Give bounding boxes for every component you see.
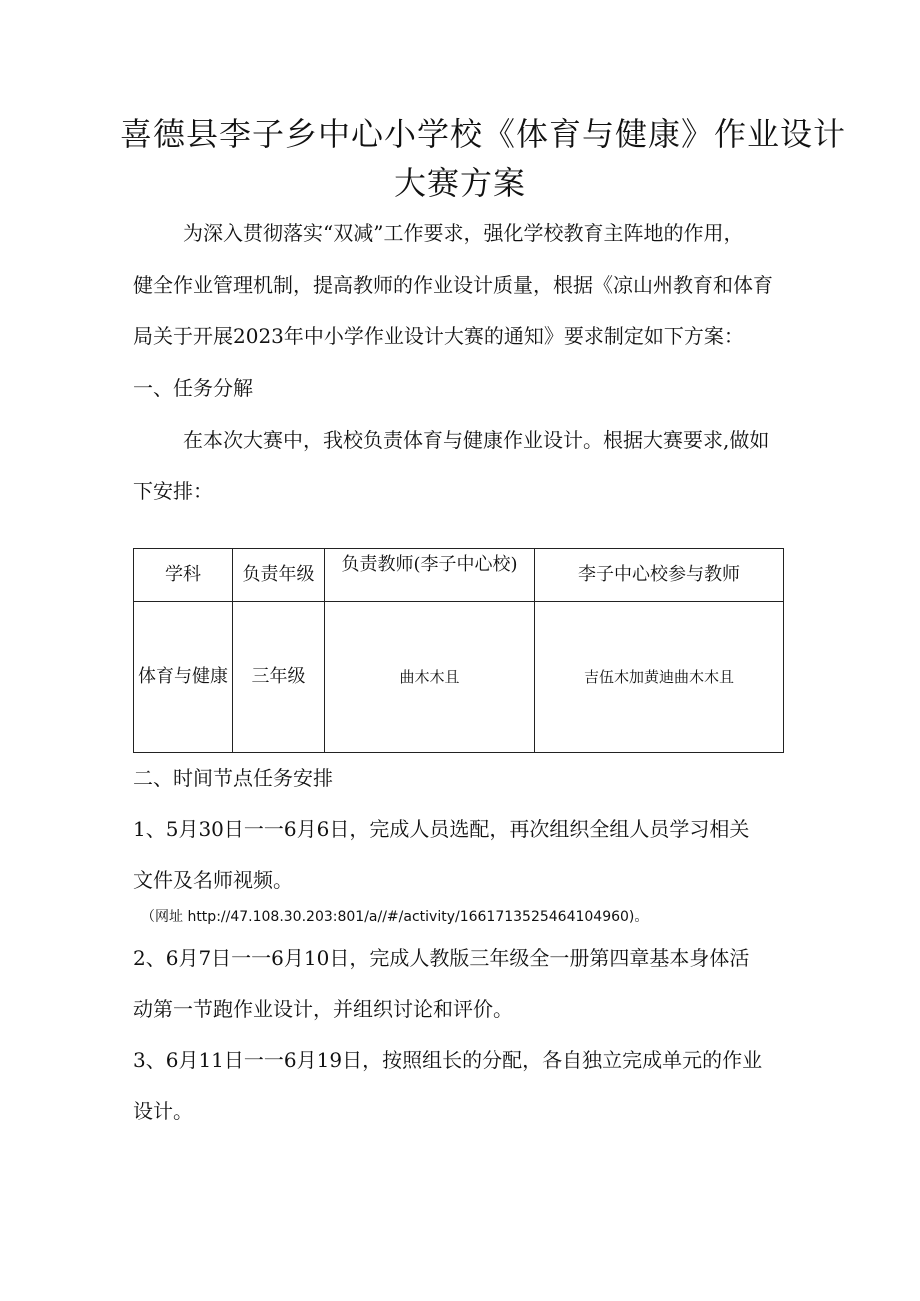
item1-line1: 1、5月30日一一6月6日，完成人员选配，再次组织全组人员学习相关 xyxy=(133,817,750,841)
cell-grade: 三年级 xyxy=(233,602,325,753)
document-title-line1: 喜德县李子乡中心小学校《体育与健康》作业设计 xyxy=(120,115,847,153)
section2-heading: 二、时间节点任务安排 xyxy=(133,766,333,790)
header-subject: 学科 xyxy=(134,549,233,602)
item2-line1: 2、6月7日一一6月10日，完成人教版三年级全一册第四章基本身体活 xyxy=(133,946,750,970)
item1-line2: 文件及名师视频。 xyxy=(133,868,293,892)
section1-paragraph-line2: 下安排： xyxy=(133,479,213,503)
cell-subject: 体育与健康 xyxy=(134,602,233,753)
item3-line2: 设计。 xyxy=(133,1099,193,1123)
task-allocation-table xyxy=(133,548,784,753)
intro-paragraph-line3: 局关于开展2023年中小学作业设计大赛的通知》要求制定如下方案： xyxy=(133,324,744,348)
header-participants: 李子中心校参与教师 xyxy=(535,549,784,602)
intro-paragraph-line2: 健全作业管理机制，提高教师的作业设计质量，根据《凉山州教育和体育 xyxy=(133,273,773,297)
item1-url: （网址 http://47.108.30.203:801/a//#/activity/1661713525464104960)。 xyxy=(141,909,649,925)
item3-line1: 3、6月11日一一6月19日，按照组长的分配，各自独立完成单元的作业 xyxy=(133,1048,763,1072)
table-header-row xyxy=(134,549,784,602)
item2-line2: 动第一节跑作业设计，并组织讨论和评价。 xyxy=(133,997,513,1021)
document-title-line2: 大赛方案 xyxy=(393,164,526,202)
section1-heading: 一、任务分解 xyxy=(133,376,253,400)
cell-lead-teacher: 曲木木且 xyxy=(325,602,535,753)
cell-participants: 吉伍木加黄迪曲木木且 xyxy=(535,602,784,753)
table-row xyxy=(134,602,784,753)
intro-paragraph-line1: 为深入贯彻落实“双减”工作要求，强化学校教育主阵地的作用， xyxy=(183,221,744,245)
header-grade: 负责年级 xyxy=(233,549,325,602)
header-lead-teacher: 负责教师(李子中心校) xyxy=(325,549,535,602)
section1-paragraph-line1: 在本次大赛中，我校负责体育与健康作业设计。根据大赛要求,做如 xyxy=(183,428,770,452)
